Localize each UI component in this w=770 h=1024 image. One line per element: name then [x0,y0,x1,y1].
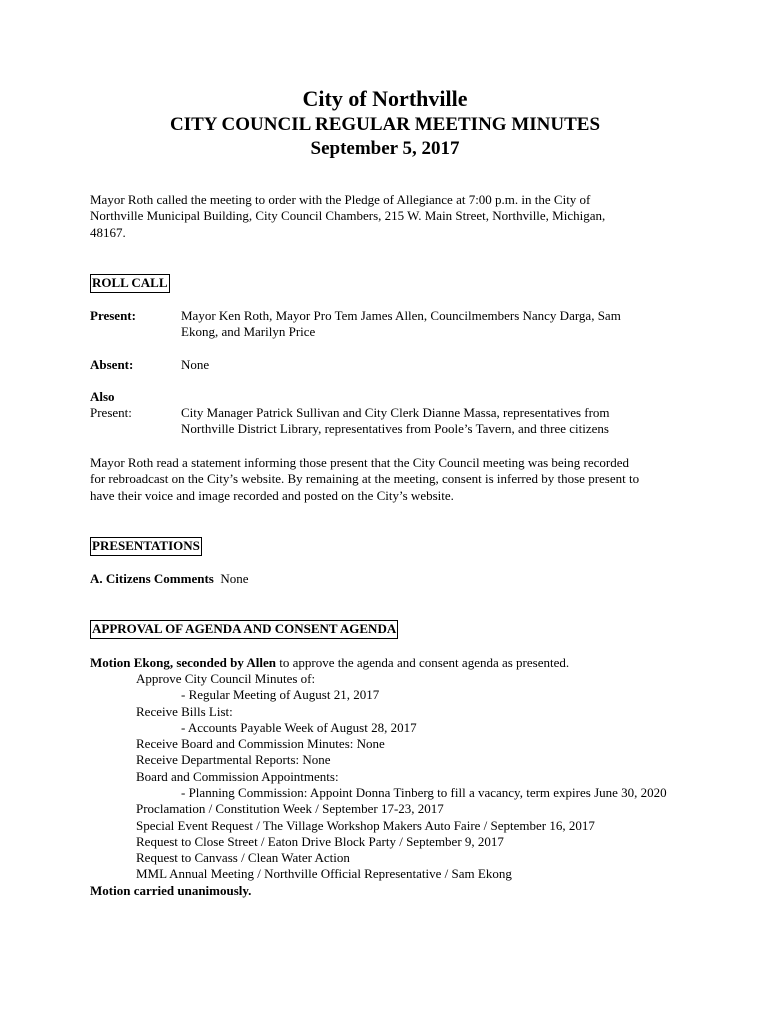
also-present-value [181,405,681,438]
agenda-item: Approve City Council Minutes of: [136,671,316,686]
recording-statement [90,455,710,504]
agenda-item: Receive Departmental Reports: None [136,752,331,767]
agenda-item: Request to Close Street / Eaton Drive Block Party / September 9, 2017 [136,834,504,849]
intro-line: Northville Municipal Building, City Council Chambers, 215 W. Main Street, Northville, Michigan, [90,208,606,224]
approval-heading: APPROVAL OF AGENDA AND CONSENT AGENDA [90,620,398,639]
agenda-item: Receive Bills List: [136,704,233,719]
citizens-comments-value: None [220,571,249,586]
absent-label: Absent: [90,357,134,372]
document-title: CITY COUNCIL REGULAR MEETING MINUTES [169,114,601,135]
motion-statement [90,655,569,671]
intro-line: Mayor Roth called the meeting to order with the Pledge of Allegiance at 7:00 p.m. in the City of [90,192,591,207]
intro-paragraph [90,192,690,241]
present-line: Mayor Ken Roth, Mayor Pro Tem James Allen, Councilmembers Nancy Darga, Sam [181,308,621,323]
also-present-line: City Manager Patrick Sullivan and City Clerk Dianne Massa, representatives from [181,405,610,420]
agenda-item: Board and Commission Appointments: [136,769,339,784]
city-name: City of Northville [302,86,468,111]
agenda-item: Proclamation / Constitution Week / September 17-23, 2017 [136,801,444,816]
also-present-line: Northville District Library, representatives from Poole’s Tavern, and three citizens [181,421,609,437]
also-label-line: Present: [90,405,132,421]
statement-line: have their voice and image recorded and posted on the City’s website. [90,487,454,503]
agenda-item: MML Annual Meeting / Northville Official Representative / Sam Ekong [136,866,512,881]
agenda-item: Receive Board and Commission Minutes: None [136,736,385,751]
motion-text: to approve the agenda and consent agenda as presented. [276,655,570,670]
presentations-heading: PRESENTATIONS [90,537,202,556]
present-value [181,308,681,341]
statement-line: for rebroadcast on the City’s website. By remaining at the meeting, consent is inferred by those present to [90,471,640,487]
citizens-comments [90,571,249,587]
present-line: Ekong, and Marilyn Price [181,324,316,340]
meeting-date: September 5, 2017 [310,138,460,159]
agenda-subitem: - Regular Meeting of August 21, 2017 [181,687,380,702]
motion-result: Motion carried unanimously. [90,883,252,898]
citizens-comments-label: A. Citizens Comments [90,571,214,586]
agenda-subitem: - Planning Commission: Appoint Donna Tinberg to fill a vacancy, term expires June 30, 2020 [181,785,667,800]
statement-line: Mayor Roth read a statement informing those present that the City Council meeting was being recorded [90,455,629,470]
motion-movers: Motion Ekong, seconded by Allen [90,655,277,670]
absent-value: None [181,357,210,372]
agenda-subitem: - Accounts Payable Week of August 28, 2017 [181,720,417,735]
also-label-line: Also [90,389,115,404]
roll-call-heading: ROLL CALL [90,274,170,293]
intro-line: 48167. [90,224,126,240]
agenda-item: Request to Canvass / Clean Water Action [136,850,350,865]
agenda-item: Special Event Request / The Village Workshop Makers Auto Faire / September 16, 2017 [136,818,595,833]
also-present-label [90,389,132,422]
present-label: Present: [90,308,136,323]
